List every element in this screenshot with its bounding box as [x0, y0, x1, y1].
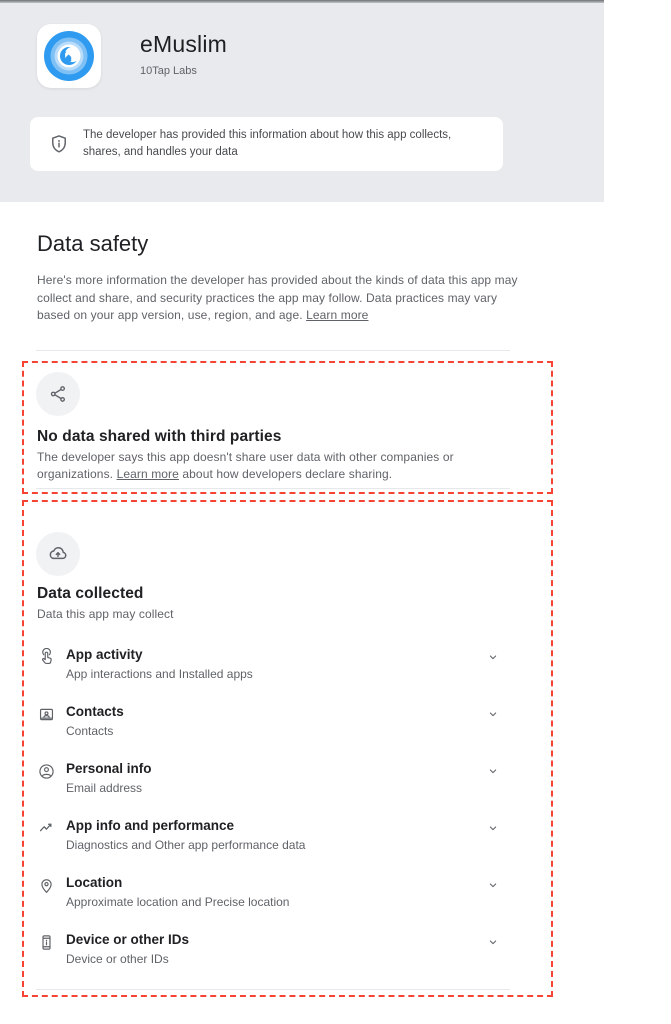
list-item-detail: Contacts: [66, 724, 114, 738]
list-item-text: [66, 704, 485, 739]
share-icon: [48, 384, 68, 404]
emuslim-logo-icon: [43, 30, 95, 82]
data-collected-title: Data collected: [37, 585, 144, 602]
list-item-detail: Email address: [66, 781, 143, 795]
list-item-contacts[interactable]: [37, 695, 513, 752]
no-data-shared-title: No data shared with third parties: [37, 428, 282, 445]
list-item-detail: App interactions and Installed apps: [66, 667, 253, 681]
app-developer-link[interactable]: 10Tap Labs: [140, 65, 197, 77]
location-pin-icon: [37, 876, 57, 895]
list-item-location[interactable]: [37, 866, 513, 923]
person-circle-icon: [37, 762, 57, 781]
app-header: [0, 3, 604, 202]
no-data-shared-description: [37, 449, 516, 482]
app-name: eMuslim: [140, 31, 228, 57]
list-item-text: [66, 818, 485, 853]
page-description-text: Here's more information the developer has provided about the kinds of data this app may collect and share, and security practices the app may follow. Data practices may vary based on your app version, use, region, and age.: [37, 273, 518, 322]
chevron-down-icon[interactable]: [485, 706, 501, 722]
device-id-icon: [37, 933, 57, 952]
sharing-learn-more-link[interactable]: Learn more: [116, 466, 179, 481]
list-item-personal-info[interactable]: [37, 752, 513, 809]
touch-app-icon: [37, 648, 57, 667]
list-item-text: [66, 932, 485, 967]
list-item-detail: Device or other IDs: [66, 952, 169, 966]
data-collected-list: [37, 638, 513, 980]
list-item-device-ids[interactable]: [37, 923, 513, 980]
list-item-app-activity[interactable]: [37, 638, 513, 695]
chevron-down-icon[interactable]: [485, 763, 501, 779]
shield-info-icon: [48, 133, 70, 155]
no-data-shared-text: The developer says this app doesn't share user data with other companies or organizations.: [37, 450, 454, 481]
section-divider: [36, 350, 510, 351]
list-item-title: App activity: [66, 647, 143, 662]
page-description: [37, 272, 518, 325]
list-item-text: [66, 875, 485, 910]
chevron-down-icon[interactable]: [485, 820, 501, 836]
chevron-down-icon[interactable]: [485, 649, 501, 665]
no-data-shared-text-after: about how developers declare sharing.: [182, 466, 393, 481]
list-item-text: [66, 761, 485, 796]
cloud-icon-circle: [36, 532, 80, 576]
cloud-upload-icon: [47, 543, 69, 565]
section-divider: [36, 488, 510, 489]
list-item-title: App info and performance: [66, 818, 235, 833]
list-item-detail: Diagnostics and Other app performance data: [66, 838, 306, 852]
share-icon-circle: [36, 372, 80, 416]
performance-line-icon: [37, 819, 57, 838]
section-divider: [36, 989, 510, 990]
data-collected-subtitle: Data this app may collect: [37, 607, 174, 621]
list-item-title: Contacts: [66, 704, 124, 719]
developer-info-banner: [30, 117, 503, 171]
list-item-detail: Approximate location and Precise location: [66, 895, 290, 909]
contact-card-icon: [37, 705, 57, 724]
chevron-down-icon[interactable]: [485, 934, 501, 950]
page-title: Data safety: [37, 231, 149, 256]
app-icon[interactable]: [37, 24, 101, 88]
list-item-title: Device or other IDs: [66, 932, 190, 947]
list-item-text: [66, 647, 485, 682]
banner-text: The developer has provided this information about how this app collects, shares, and handles your data: [83, 129, 452, 158]
list-item-title: Location: [66, 875, 123, 890]
chevron-down-icon[interactable]: [485, 877, 501, 893]
list-item-title: Personal info: [66, 761, 152, 776]
learn-more-link[interactable]: Learn more: [306, 308, 369, 322]
list-item-app-info-performance[interactable]: [37, 809, 513, 866]
